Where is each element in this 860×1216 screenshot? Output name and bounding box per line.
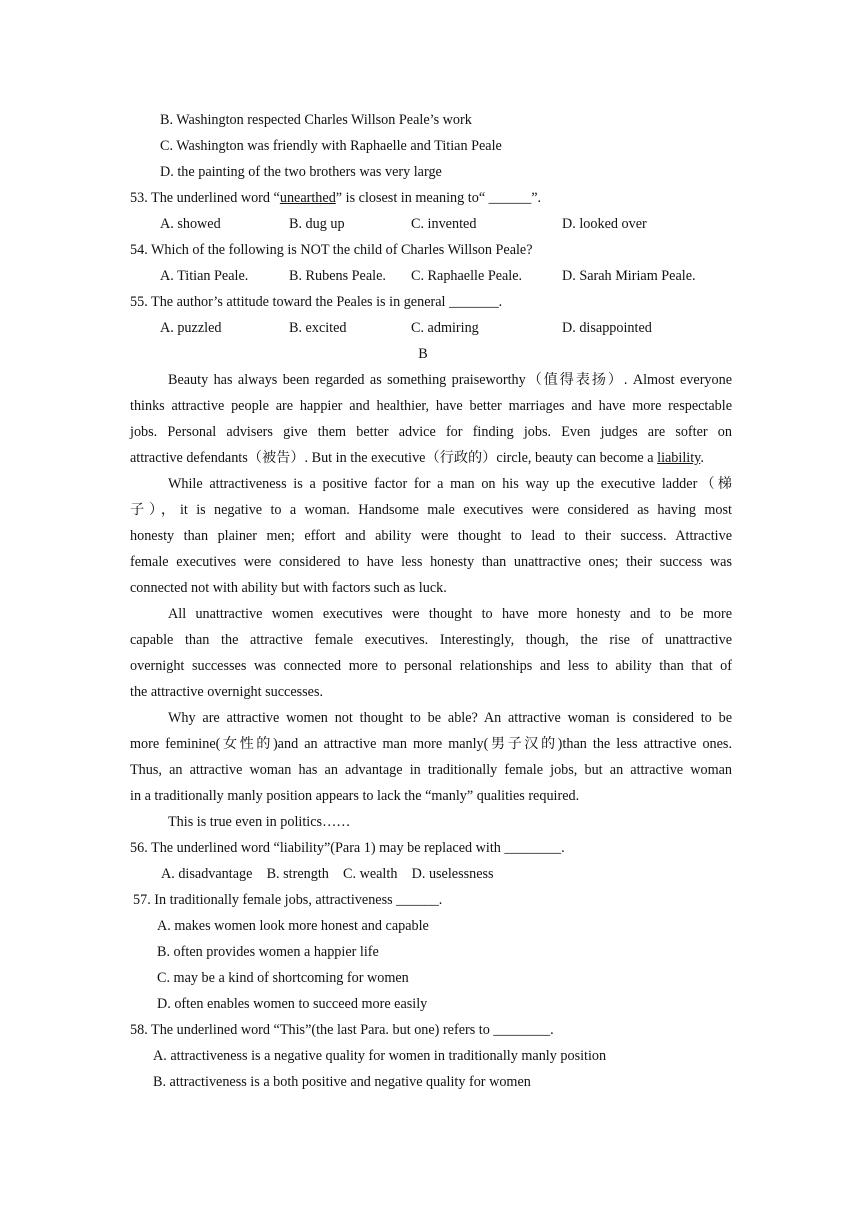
- p3-line-2: capable than the attractive female executives. Interestingly, though, the rise of unattractive: [130, 632, 732, 648]
- q55-option-a: A. puzzled: [160, 320, 222, 336]
- q57-option-c: C. may be a kind of shortcoming for women: [157, 970, 409, 986]
- q52-option-d: D. the painting of the two brothers was very large: [160, 164, 442, 180]
- q52-option-c: C. Washington was friendly with Raphaelle and Titian Peale: [160, 138, 502, 154]
- q56-options: A. disadvantage B. strength C. wealth D. uselessness: [161, 866, 494, 882]
- q57-option-a: A. makes women look more honest and capable: [157, 918, 429, 934]
- q52-option-b: B. Washington respected Charles Willson Peale’s work: [160, 112, 472, 128]
- q54-option-a: A. Titian Peale.: [160, 268, 249, 284]
- p1-line-3: jobs. Personal advisers give them better advice for finding jobs. Even judges are softer on: [130, 424, 732, 440]
- q58-stem: 58. The underlined word “This”(the last Para. but one) refers to ________.: [130, 1022, 554, 1038]
- p2-line-3: honesty than plainer men; effort and ability were thought to lead to their success. Attractive: [130, 528, 732, 544]
- p1-line-2: thinks attractive people are happier and healthier, have better marriages and have more respectable: [130, 398, 732, 414]
- p2-line-2: 子），it is negative to a woman. Handsome male executives were considered as having most: [130, 502, 732, 518]
- p1-line-4-post: .: [700, 450, 704, 466]
- p1-line-4: [130, 445, 704, 471]
- p4-line-3: Thus, an attractive woman has an advantage in traditionally female jobs, but an attractive woman: [130, 762, 732, 778]
- p1-line-4-pre: attractive defendants（被告）. But in the executive（行政的）circle, beauty can become a: [130, 450, 658, 466]
- q54-option-d: D. Sarah Miriam Peale.: [562, 268, 696, 284]
- p3-line-3: overnight successes was connected more to personal relationships and less to ability than that of: [130, 658, 732, 674]
- q56-stem: 56. The underlined word “liability”(Para 1) may be replaced with ________.: [130, 840, 565, 856]
- p3-line-1: All unattractive women executives were thought to have more honesty and to be more: [168, 606, 732, 622]
- q53-option-b: B. dug up: [289, 216, 345, 232]
- q53-stem-post: ” is closest in meaning to“ ______”.: [335, 190, 542, 206]
- q53-option-d: D. looked over: [562, 216, 647, 232]
- q57-stem: 57. In traditionally female jobs, attractiveness ______.: [133, 892, 443, 908]
- p2-line-1: While attractiveness is a positive factor for a man on his way up the executive ladder（梯: [168, 476, 732, 492]
- section-b-heading: B: [418, 346, 428, 362]
- p3-line-4: the attractive overnight successes.: [130, 684, 324, 700]
- p5-line-1: This is true even in politics……: [168, 814, 351, 830]
- q53-option-c: C. invented: [411, 216, 477, 232]
- q58-option-b: B. attractiveness is a both positive and negative quality for women: [153, 1074, 531, 1090]
- q55-option-c: C. admiring: [411, 320, 479, 336]
- p4-line-2: more feminine(女性的)and an attractive man more manly(男子汉的)than the less attractive ones.: [130, 736, 732, 752]
- q54-option-b: B. Rubens Peale.: [289, 268, 386, 284]
- q55-option-d: D. disappointed: [562, 320, 652, 336]
- q53-stem-pre: 53. The underlined word “: [130, 190, 280, 206]
- q54-option-c: C. Raphaelle Peale.: [411, 268, 523, 284]
- q53-underlined-word: unearthed: [279, 190, 336, 206]
- q53-option-a: A. showed: [160, 216, 221, 232]
- q55-stem: 55. The author’s attitude toward the Peales is in general _______.: [130, 294, 503, 310]
- q54-stem: 54. Which of the following is NOT the child of Charles Willson Peale?: [130, 242, 533, 258]
- p2-line-5: connected not with ability but with factors such as luck.: [130, 580, 447, 596]
- q58-option-a: A. attractiveness is a negative quality for women in traditionally manly position: [153, 1048, 607, 1064]
- liability-underlined-word: liability: [657, 450, 701, 466]
- p2-line-4: female executives were considered to have less honesty than unattractive ones; their success was: [130, 554, 732, 570]
- q53-stem: [130, 185, 541, 211]
- p1-line-1: Beauty has always been regarded as something praiseworthy（值得表扬）. Almost everyone: [168, 372, 732, 388]
- q57-option-d: D. often enables women to succeed more easily: [157, 996, 428, 1012]
- p4-line-4: in a traditionally manly position appears to lack the “manly” qualities required.: [130, 788, 580, 804]
- q55-option-b: B. excited: [289, 320, 347, 336]
- p4-line-1: Why are attractive women not thought to be able? An attractive woman is considered to be: [168, 710, 732, 726]
- q57-option-b: B. often provides women a happier life: [157, 944, 379, 960]
